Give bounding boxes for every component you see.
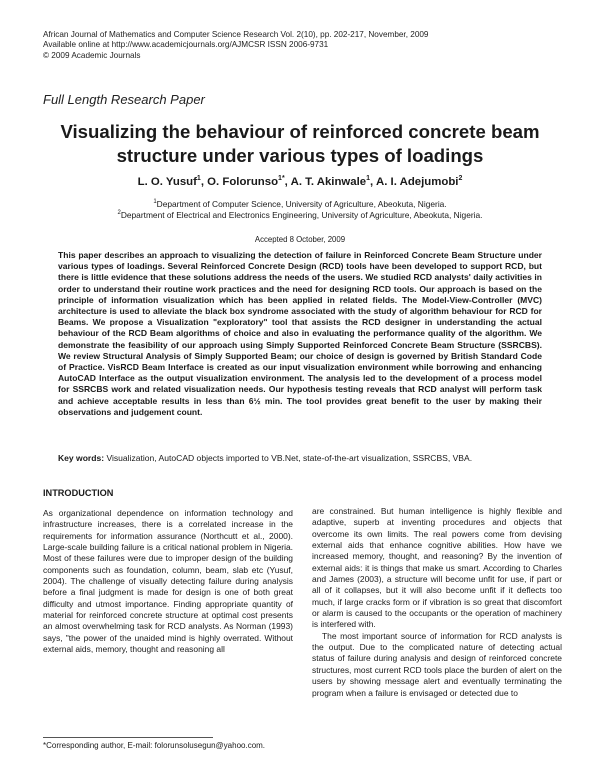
footnote-divider	[43, 737, 213, 738]
journal-citation: African Journal of Mathematics and Computer Science Research Vol. 2(10), pp. 202-217, November, 2009	[43, 30, 429, 39]
journal-copyright: © 2009 Academic Journals	[43, 50, 141, 60]
journal-header	[43, 30, 428, 61]
abstract: This paper describes an approach to visualizing the detection of failure in Reinforced Concrete Beam Structure under various types of loadings. Several Reinforced Concrete Design (RCD) tools have been developed to support RCD, but there is little evidence that these solutions address the needs of the users. We studied RCD analysts' daily activities in order to understand their routine work practices and the need for designing RCD tools. Our approach is based on the principle of information visualization which has been applied in related fields. The Model-View-Controller (MVC) architecture is used to alleviate the black box syndrome associated with the study of algorithm behaviour for RCD for Beams. We propose a Visualization "exploratory" tool that assists the RCD designer in understanding the actual behaviour of the RCD Beam algorithms of choice and also in evaluating the performance quality of the algorithm. We demonstrate the feasibility of our approach using Simply Supported Reinforced Concrete Beam Structure (SSRCBS). We review Structural Analysis of Simply Supported Beam; our choice of design is governed by British Standard Code of Practice. VisRCD Beam Interface is created as our input visualization environment while borrowing and enhancing AutoCAD Interface as the output visualization environment. The analysis led to the development of a process model for SSRCBS work and related visualization needs. Our hypothesis testing reveals that RCD analyst will perform task and achieve acceptable results in less than 6½ min. The tool provides great benefit to the user by making their observations and judgement count.	[58, 250, 542, 417]
affiliation-text: Department of Computer Science, University of Agriculture, Abeokuta, Nigeria.	[156, 199, 447, 209]
affiliation-text: Department of Electrical and Electronics Engineering, University of Agriculture, Abeokuta, Nigeria.	[120, 210, 483, 220]
intro-paragraph: The most important source of information for RCD analysts is the output. Due to the complicated nature of detecting actual status of failure during analysis and design of reinforced concrete structures, most current RCD tools place the burden of alert on the users by showing message alert and eventually terminating the program when a failure is envisaged or detected due to	[312, 630, 562, 698]
article-type: Full Length Research Paper	[43, 92, 205, 107]
affiliation-marker: 1	[153, 199, 157, 206]
keywords	[58, 453, 548, 464]
author-name: A. T. Akinwale	[290, 175, 367, 188]
author-list: L. O. Yusuf$^1$, O. Folorunso$^{1*}$, A. T. Akinwale$^1$, A. I. Adejumobi$^2$	[137, 175, 463, 188]
author-affil-marker: 1*	[278, 175, 285, 182]
section-heading-introduction: INTRODUCTION	[43, 488, 114, 498]
author-name: A. I. Adejumobi	[375, 175, 459, 188]
author-name: O. Folorunso	[207, 175, 279, 188]
intro-paragraph: are constrained. But human intelligence is highly flexible and adaptive, superb at inventing procedures and objects that overcome its own limits. The real powers come from devising external aids that enhance cognitive abilities. How have we increased memory, thought, and reasoning? By the invention of external aids: it is things that make us smart. According to Charles and James (2003), a structure will become unfit for use, if part or all of it collapses, but it will also become unfit if it deflects too much, if large cracks form or if vibration is so great that discomfort or alarm is caused to the occupants or the operation of machinery is interfered with.	[312, 506, 562, 630]
intro-paragraph: As organizational dependence on information technology and infrastructure increases, there is a correlated increase in the requirements for information assurance (Northcutt et al., 2000). Large-scale building failure is a critical national problem in Nigeria. Most of these failures were due to improper design of the building components such as foundation, column, beam, slab etc (Yusuf, 2004). The challenge of visually detecting failure during analysis before a final judgment is made for design is one of both great difficulty and utmost importance. Finding appropriate quantity of material for reinforced concrete structure at optimal cost presents an almost overwhelming task for RCD analysts. As Norman (1993) says, "the power of the unaided mind is highly overrated. Without external aids, memory, thought and reasoning all	[43, 508, 293, 655]
keywords-label: Key words:	[58, 453, 105, 463]
intro-right-column	[312, 506, 562, 699]
keywords-text: Visualization, AutoCAD objects imported to VB.Net, state-of-the-art visualization, SSRCBS, VBA.	[106, 453, 473, 463]
author-name: L. O. Yusuf	[137, 175, 197, 188]
author-affil-marker: 1	[196, 175, 201, 182]
corresponding-author-footnote: *Corresponding author, E-mail: folorunsolusegun@yahoo.com.	[43, 741, 266, 750]
affiliation	[40, 199, 560, 209]
accepted-date: Accepted 8 October, 2009	[254, 235, 346, 244]
paper-title: Visualizing the behaviour of reinforced concrete beam structure under various types of loadings	[60, 121, 540, 166]
intro-left-column	[43, 508, 293, 655]
affiliation	[40, 210, 560, 220]
author-affil-marker: 2	[458, 175, 463, 182]
affiliation-marker: 2	[117, 210, 121, 217]
journal-availability: Available online at http://www.academicjournals.org/AJMCSR ISSN 2006-9731	[43, 40, 329, 50]
author-affil-marker: 1	[366, 175, 371, 182]
